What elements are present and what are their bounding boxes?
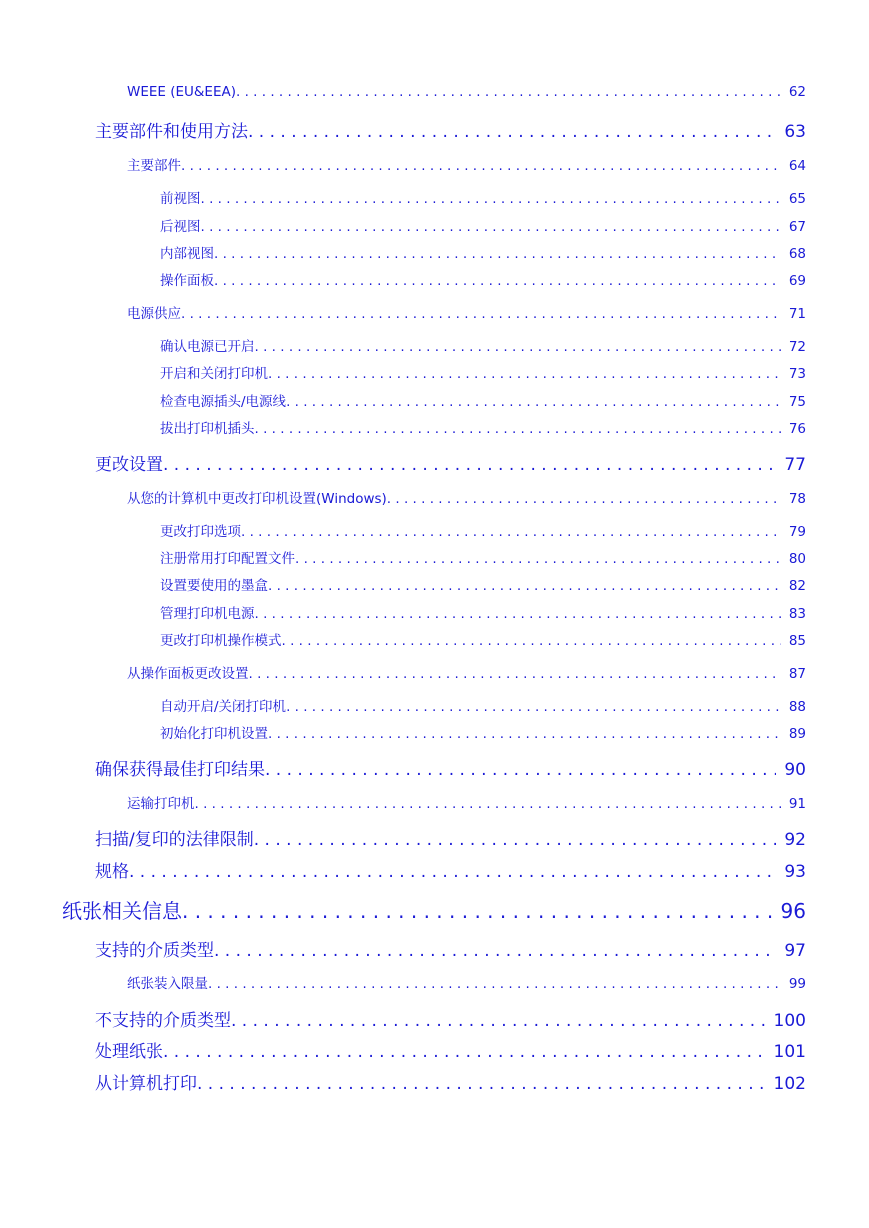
dot-leader <box>231 1011 766 1031</box>
toc-entry-initialize-printer-settings[interactable] <box>160 722 806 742</box>
toc-entry-title: 不支持的介质类型 <box>95 1011 231 1031</box>
toc-page-number: 83 <box>788 606 806 622</box>
toc-page-number: 99 <box>788 976 806 992</box>
toc-entry-title: WEEE (EU&EEA) <box>127 84 236 100</box>
toc-entry-auto-power-on-off[interactable] <box>160 695 806 715</box>
toc-page-number: 102 <box>773 1074 806 1094</box>
toc-entry-title: 自动开启/关闭打印机 <box>160 699 287 715</box>
dot-leader <box>214 941 776 961</box>
toc-entry-register-print-profile[interactable] <box>160 547 806 567</box>
toc-entry-title: 电源供应 <box>127 306 181 322</box>
toc-entry-change-print-options[interactable] <box>160 520 806 540</box>
toc-entry-print-from-computer[interactable] <box>95 1069 806 1094</box>
dot-leader <box>286 394 781 410</box>
toc-entry-title: 从计算机打印 <box>95 1074 197 1094</box>
toc-entry-title: 主要部件和使用方法 <box>95 122 248 142</box>
toc-entry-inside-view[interactable] <box>160 242 806 262</box>
toc-entry-unplug-printer[interactable] <box>160 417 806 437</box>
toc-entry-turn-printer-on-off[interactable] <box>160 362 806 382</box>
dot-leader <box>208 976 781 992</box>
toc-page-number: 69 <box>788 273 806 289</box>
dot-leader <box>195 796 781 812</box>
toc-page-number: 77 <box>784 455 806 475</box>
toc-entry-title: 初始化打印机设置 <box>160 726 268 742</box>
toc-entry-title: 运输打印机 <box>127 796 195 812</box>
dot-leader <box>268 726 781 742</box>
dot-leader <box>214 246 781 262</box>
dot-leader <box>181 158 781 174</box>
toc-page-number: 72 <box>788 339 806 355</box>
toc-entry-title: 更改设置 <box>95 455 163 475</box>
toc-entry-title: 后视图 <box>160 219 201 235</box>
toc-page-number: 73 <box>788 366 806 382</box>
toc-entry-front-view[interactable] <box>160 187 806 207</box>
toc-entry-operation-panel[interactable] <box>160 269 806 289</box>
dot-leader <box>265 760 776 780</box>
toc-page-number: 100 <box>773 1011 806 1031</box>
dot-leader <box>268 366 781 382</box>
dot-leader <box>268 578 781 594</box>
dot-leader <box>254 830 777 850</box>
toc-page-number: 90 <box>784 760 806 780</box>
toc-page-number: 80 <box>788 551 806 567</box>
toc-entry-title: 确保获得最佳打印结果 <box>95 760 265 780</box>
toc-page-number: 78 <box>788 491 806 507</box>
toc-page-number: 101 <box>773 1042 806 1062</box>
toc-page-number: 79 <box>788 524 806 540</box>
toc-entry-specifications[interactable] <box>95 857 806 882</box>
toc-entry-unsupported-media-types[interactable] <box>95 1006 806 1031</box>
toc-entry-supported-media-types[interactable] <box>95 936 806 961</box>
toc-entry-change-settings-from-computer[interactable] <box>127 487 806 507</box>
toc-entry-main-parts-and-usage[interactable] <box>95 117 806 142</box>
dot-leader <box>249 666 781 682</box>
toc-entry-manage-printer-power[interactable] <box>160 602 806 622</box>
toc-page-number: 92 <box>784 830 806 850</box>
dot-leader <box>129 862 776 882</box>
dot-leader <box>236 84 781 100</box>
toc-entry-title: 扫描/复印的法律限制 <box>95 830 254 850</box>
toc-entry-legal-restrictions[interactable] <box>95 825 806 850</box>
toc-page-number: 75 <box>788 394 806 410</box>
toc-entry-handling-paper[interactable] <box>95 1037 806 1062</box>
toc-entry-title: 规格 <box>95 862 129 882</box>
dot-leader <box>241 524 781 540</box>
toc-page-number: 82 <box>788 578 806 594</box>
toc-entry-rear-view[interactable] <box>160 215 806 235</box>
dot-leader <box>182 899 773 923</box>
dot-leader <box>248 122 776 142</box>
toc-entry-title: 开启和关闭打印机 <box>160 366 268 382</box>
dot-leader <box>295 551 781 567</box>
toc-entry-title: 注册常用打印配置文件 <box>160 551 295 567</box>
toc-page-number: 76 <box>788 421 806 437</box>
toc-page-number: 68 <box>788 246 806 262</box>
toc-entry-paper-information[interactable] <box>62 895 806 924</box>
toc-entry-best-print-results[interactable] <box>95 755 806 780</box>
toc-entry-title: 前视图 <box>160 191 201 207</box>
toc-entry-main-parts[interactable] <box>127 154 806 174</box>
toc-page-number: 89 <box>788 726 806 742</box>
dot-leader <box>197 1074 766 1094</box>
toc-entry-title: 主要部件 <box>127 158 181 174</box>
toc-page-number: 71 <box>788 306 806 322</box>
dot-leader <box>387 491 781 507</box>
toc-entry-title: 处理纸张 <box>95 1042 163 1062</box>
dot-leader <box>181 306 781 322</box>
toc-entry-title: 纸张装入限量 <box>127 976 208 992</box>
toc-entry-title: 拔出打印机插头 <box>160 421 255 437</box>
toc-page-number: 62 <box>788 84 806 100</box>
dot-leader <box>255 339 781 355</box>
dot-leader <box>255 606 781 622</box>
toc-entry-title: 从操作面板更改设置 <box>127 666 249 682</box>
toc-entry-title: 设置要使用的墨盒 <box>160 578 268 594</box>
toc-entry-change-operation-mode[interactable] <box>160 629 806 649</box>
toc-entry-power-supply[interactable] <box>127 302 806 322</box>
toc-page-number: 93 <box>784 862 806 882</box>
toc-page-number: 87 <box>788 666 806 682</box>
toc-page-number: 91 <box>788 796 806 812</box>
dot-leader <box>255 421 781 437</box>
toc-page-number: 85 <box>788 633 806 649</box>
toc-entry-confirm-power-on[interactable] <box>160 335 806 355</box>
toc-entry-title: 操作面板 <box>160 273 214 289</box>
toc-entry-set-ink-cartridge[interactable] <box>160 574 806 594</box>
toc-entry-transport-printer[interactable] <box>127 792 806 812</box>
toc-page-number: 67 <box>788 219 806 235</box>
toc-entry-paper-load-limit[interactable] <box>127 972 806 992</box>
dot-leader <box>286 699 781 715</box>
toc-entry-title: 更改打印机操作模式 <box>160 633 282 649</box>
toc-page-number: 96 <box>780 899 806 923</box>
toc-entry-check-power-plug[interactable] <box>160 390 806 410</box>
toc-page-number: 97 <box>784 941 806 961</box>
dot-leader <box>163 455 776 475</box>
dot-leader <box>282 633 781 649</box>
toc-page-number: 65 <box>788 191 806 207</box>
toc-page-number: 64 <box>788 158 806 174</box>
toc-entry-title: 确认电源已开启 <box>160 339 255 355</box>
toc-entry-weee[interactable] <box>127 84 806 100</box>
toc-entry-title: 内部视图 <box>160 246 214 262</box>
toc-entry-change-settings-from-panel[interactable] <box>127 662 806 682</box>
dot-leader <box>163 1042 766 1062</box>
dot-leader <box>214 273 781 289</box>
toc-entry-title: 从您的计算机中更改打印机设置(Windows) <box>127 491 387 507</box>
toc-page-number: 88 <box>788 699 806 715</box>
toc-entry-title: 纸张相关信息 <box>62 899 182 923</box>
dot-leader <box>201 219 781 235</box>
toc-entry-title: 检查电源插头/电源线 <box>160 394 287 410</box>
toc-entry-title: 管理打印机电源 <box>160 606 255 622</box>
toc-entry-title: 更改打印选项 <box>160 524 241 540</box>
toc-entry-title: 支持的介质类型 <box>95 941 214 961</box>
toc-page-number: 63 <box>784 122 806 142</box>
dot-leader <box>201 191 781 207</box>
toc-entry-changing-settings[interactable] <box>95 450 806 475</box>
